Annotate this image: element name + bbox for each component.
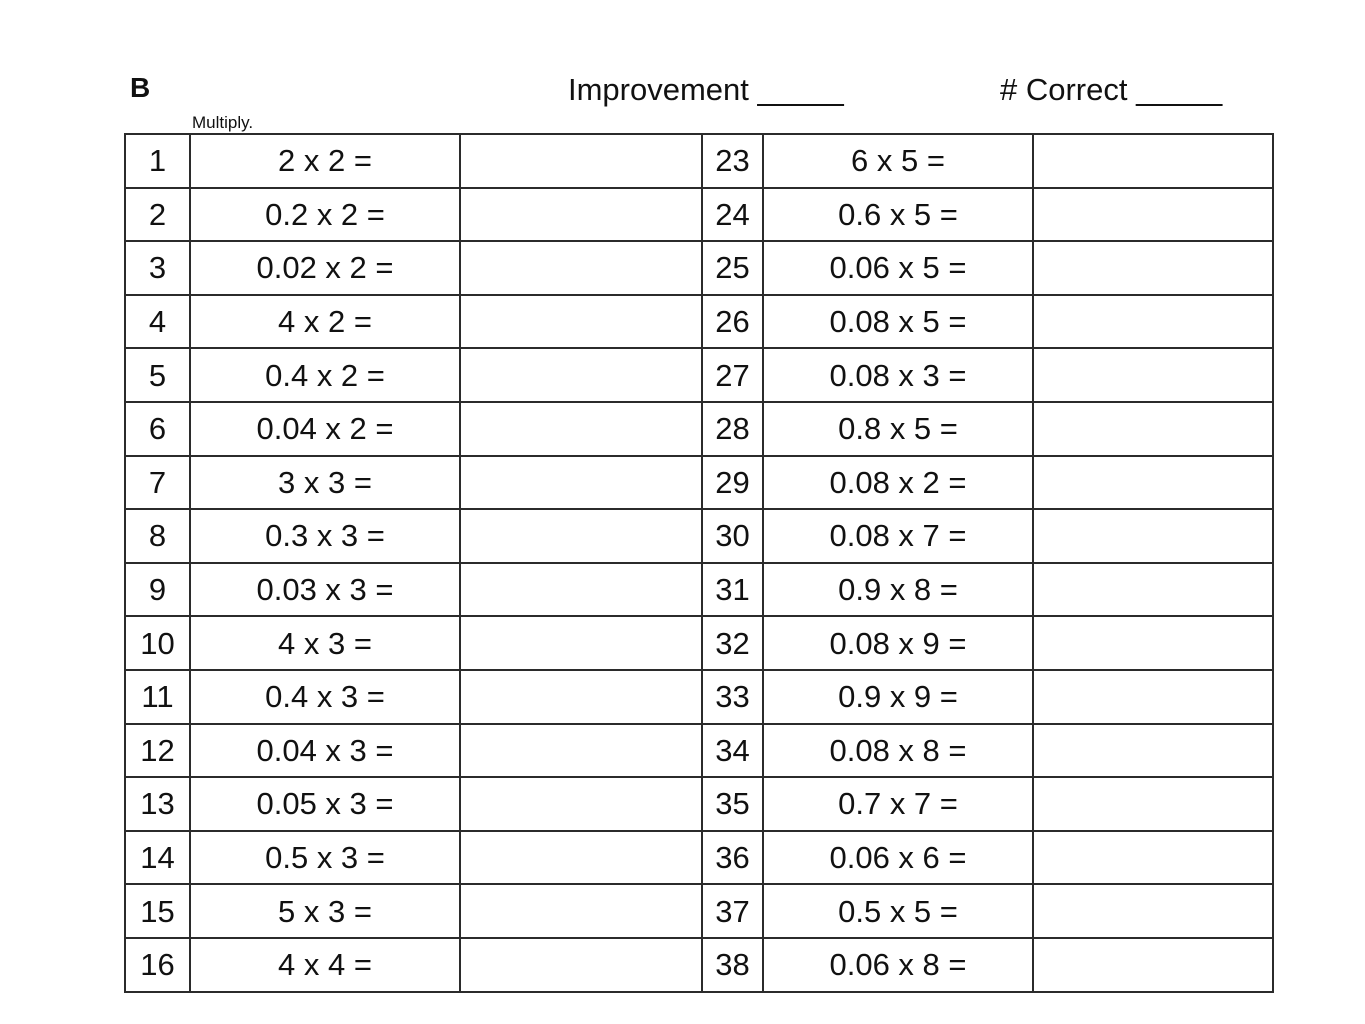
table-row (125, 616, 1273, 670)
problem-text: 0.08 x 3 = (763, 348, 1033, 402)
problem-text: 0.08 x 7 = (763, 509, 1033, 563)
problem-text: 4 x 4 = (190, 938, 460, 992)
problem-text: 0.08 x 5 = (763, 295, 1033, 349)
answer-cell[interactable] (460, 188, 702, 242)
problem-number: 14 (125, 831, 190, 885)
answer-cell[interactable] (460, 777, 702, 831)
problem-text: 0.03 x 3 = (190, 563, 460, 617)
answer-cell[interactable] (1033, 134, 1273, 188)
table-row (125, 348, 1273, 402)
problem-number: 11 (125, 670, 190, 724)
table-row (125, 295, 1273, 349)
problem-number: 24 (702, 188, 763, 242)
problem-text: 0.9 x 9 = (763, 670, 1033, 724)
answer-cell[interactable] (460, 724, 702, 778)
answer-cell[interactable] (1033, 670, 1273, 724)
answer-cell[interactable] (460, 509, 702, 563)
problem-number: 6 (125, 402, 190, 456)
table-row (125, 241, 1273, 295)
problem-number: 2 (125, 188, 190, 242)
problem-text: 2 x 2 = (190, 134, 460, 188)
problem-text: 0.08 x 9 = (763, 616, 1033, 670)
answer-cell[interactable] (1033, 188, 1273, 242)
answer-cell[interactable] (460, 348, 702, 402)
table-row (125, 188, 1273, 242)
problem-text: 5 x 3 = (190, 884, 460, 938)
problem-number: 23 (702, 134, 763, 188)
answer-cell[interactable] (1033, 724, 1273, 778)
problem-number: 4 (125, 295, 190, 349)
problem-text: 4 x 2 = (190, 295, 460, 349)
problem-text: 3 x 3 = (190, 456, 460, 510)
table-row (125, 724, 1273, 778)
problem-number: 10 (125, 616, 190, 670)
problem-number: 34 (702, 724, 763, 778)
problem-number: 32 (702, 616, 763, 670)
answer-cell[interactable] (460, 456, 702, 510)
answer-cell[interactable] (460, 563, 702, 617)
table-row (125, 831, 1273, 885)
problem-number: 13 (125, 777, 190, 831)
answer-cell[interactable] (1033, 348, 1273, 402)
problem-number: 35 (702, 777, 763, 831)
answer-cell[interactable] (460, 938, 702, 992)
problem-number: 25 (702, 241, 763, 295)
answer-cell[interactable] (1033, 241, 1273, 295)
answer-cell[interactable] (1033, 563, 1273, 617)
answer-cell[interactable] (460, 884, 702, 938)
problem-text: 0.2 x 2 = (190, 188, 460, 242)
table-row (125, 938, 1273, 992)
sheet-letter: B (130, 72, 151, 103)
problem-text: 0.3 x 3 = (190, 509, 460, 563)
problem-text: 0.02 x 2 = (190, 241, 460, 295)
problem-number: 3 (125, 241, 190, 295)
problem-number: 30 (702, 509, 763, 563)
problem-number: 1 (125, 134, 190, 188)
answer-cell[interactable] (460, 241, 702, 295)
problem-number: 16 (125, 938, 190, 992)
answer-cell[interactable] (1033, 402, 1273, 456)
problem-text: 0.6 x 5 = (763, 188, 1033, 242)
problem-number: 33 (702, 670, 763, 724)
problem-table-body (125, 134, 1273, 992)
table-row (125, 402, 1273, 456)
answer-cell[interactable] (460, 616, 702, 670)
problem-number: 9 (125, 563, 190, 617)
problem-number: 38 (702, 938, 763, 992)
problem-number: 37 (702, 884, 763, 938)
problem-number: 15 (125, 884, 190, 938)
answer-cell[interactable] (460, 295, 702, 349)
answer-cell[interactable] (460, 831, 702, 885)
problem-text: 0.7 x 7 = (763, 777, 1033, 831)
correct-count-label: # Correct _____ (1000, 72, 1223, 107)
problem-number: 12 (125, 724, 190, 778)
answer-cell[interactable] (1033, 777, 1273, 831)
answer-cell[interactable] (1033, 456, 1273, 510)
problem-text: 0.06 x 5 = (763, 241, 1033, 295)
answer-cell[interactable] (1033, 884, 1273, 938)
problem-number: 28 (702, 402, 763, 456)
problem-text: 0.08 x 8 = (763, 724, 1033, 778)
table-row (125, 134, 1273, 188)
problem-text: 6 x 5 = (763, 134, 1033, 188)
answer-cell[interactable] (1033, 831, 1273, 885)
answer-cell[interactable] (1033, 938, 1273, 992)
problem-text: 0.5 x 5 = (763, 884, 1033, 938)
instructions: Multiply. (192, 113, 254, 132)
problem-text: 0.05 x 3 = (190, 777, 460, 831)
problem-text: 0.06 x 8 = (763, 938, 1033, 992)
table-row (125, 777, 1273, 831)
problem-text: 4 x 3 = (190, 616, 460, 670)
answer-cell[interactable] (460, 134, 702, 188)
table-row (125, 563, 1273, 617)
answer-cell[interactable] (1033, 616, 1273, 670)
problem-text: 0.4 x 3 = (190, 670, 460, 724)
table-row (125, 670, 1273, 724)
table-row (125, 884, 1273, 938)
problem-text: 0.06 x 6 = (763, 831, 1033, 885)
table-row (125, 509, 1273, 563)
problem-text: 0.9 x 8 = (763, 563, 1033, 617)
problem-text: 0.5 x 3 = (190, 831, 460, 885)
answer-cell[interactable] (1033, 295, 1273, 349)
problem-table (124, 133, 1274, 993)
problem-text: 0.4 x 2 = (190, 348, 460, 402)
answer-cell[interactable] (460, 670, 702, 724)
problem-number: 8 (125, 509, 190, 563)
problem-number: 7 (125, 456, 190, 510)
problem-text: 0.8 x 5 = (763, 402, 1033, 456)
problem-number: 27 (702, 348, 763, 402)
problem-text: 0.04 x 3 = (190, 724, 460, 778)
answer-cell[interactable] (1033, 509, 1273, 563)
problem-number: 5 (125, 348, 190, 402)
problem-number: 29 (702, 456, 763, 510)
problem-number: 26 (702, 295, 763, 349)
problem-number: 36 (702, 831, 763, 885)
improvement-label: Improvement _____ (568, 72, 844, 107)
table-row (125, 456, 1273, 510)
problem-text: 0.04 x 2 = (190, 402, 460, 456)
answer-cell[interactable] (460, 402, 702, 456)
problem-text: 0.08 x 2 = (763, 456, 1033, 510)
problem-number: 31 (702, 563, 763, 617)
